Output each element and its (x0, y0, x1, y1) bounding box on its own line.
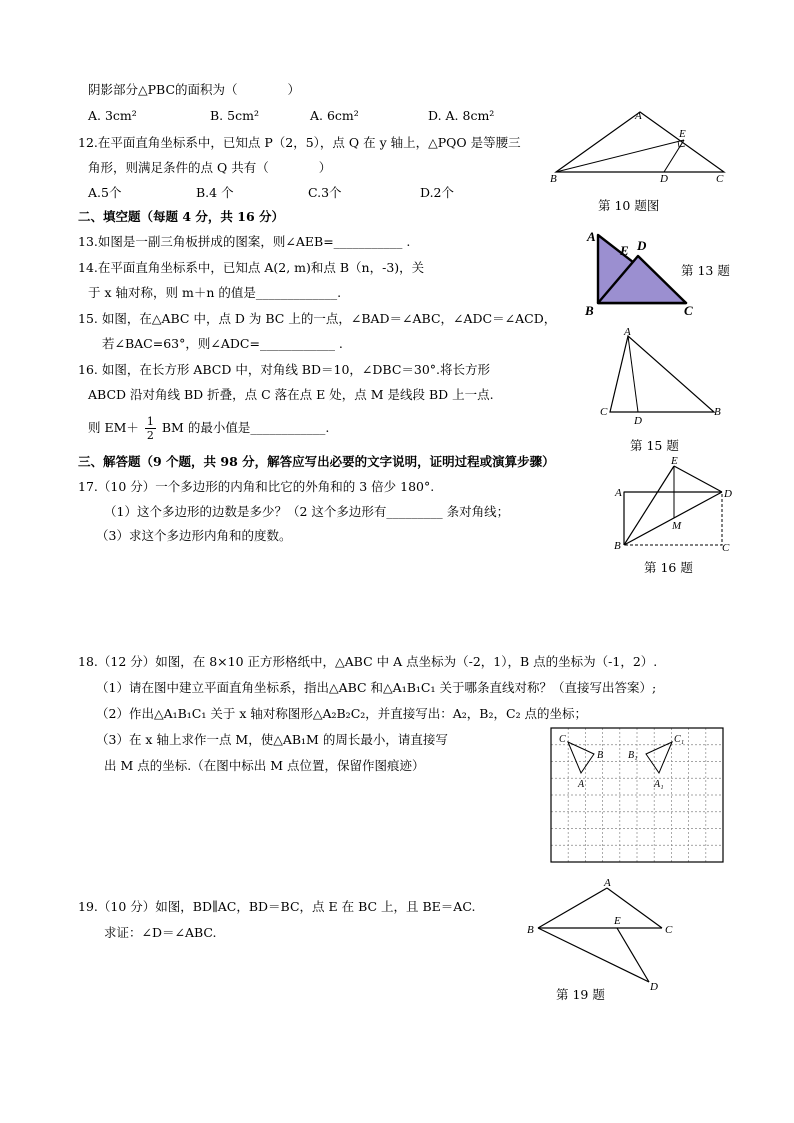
section3-title: 三、解答题（9 个题，共 98 分，解答应写出必要的文字说明，证明过程或演算步骤） (78, 454, 555, 469)
q19-line1: 19.（10 分）如图，BD∥AC，BD＝BC，点 E 在 BC 上，且 BE＝AC. (78, 899, 476, 914)
fig13-label-d: D (637, 238, 647, 253)
fig16-label-m: M (672, 520, 682, 532)
q12-option-a: A.5个 (88, 185, 122, 200)
q12-line1: 12.在平面直角坐标系中，已知点 P（2，5），点 Q 在 y 轴上，△PQO 是等腰三 (78, 135, 521, 150)
figure-q10 (548, 108, 730, 184)
q14-line2: 于 x 轴对称，则 m＋n 的值是_____________. (88, 285, 342, 300)
q15-line1: 15. 如图，在△ABC 中，点 D 为 BC 上的一点，∠BAD＝∠ABC，∠ADC＝∠ACD， (78, 311, 557, 326)
fig10-label-a: A (635, 110, 642, 122)
fig18-label-b: B (597, 750, 604, 761)
fig10-label-e: E (679, 128, 686, 140)
fig19-label-d: D (650, 981, 658, 993)
fig13-label-b: B (585, 303, 594, 318)
q17-line3: （3）求这个多边形内角和的度数。 (96, 528, 292, 543)
fig16-label-a: A (615, 487, 622, 499)
fig16-label-e: E (671, 455, 678, 467)
fig10-label-b: B (550, 173, 557, 184)
fig18-label-a1: A₁ (654, 779, 664, 790)
section2-title: 二、填空题（每题 4 分，共 16 分） (78, 209, 285, 224)
fig16-label-c: C (722, 542, 730, 554)
q11-option-a: A. 3cm² (88, 108, 137, 123)
q13-text: 13.如图是一副三角板拼成的图案，则∠AEB=___________ . (78, 234, 411, 249)
fig16-label-b: B (614, 540, 621, 552)
q12-line2: 角形，则满足条件的点 Q 共有（ ） (88, 160, 332, 175)
fig15-label-d: D (634, 415, 642, 426)
fig15-label-b: B (714, 406, 721, 418)
q11-option-d: D. A. 8cm² (428, 108, 495, 123)
figure-q15 (596, 326, 726, 426)
fig15-label-a: A (624, 326, 631, 338)
figure-q18-grid (548, 725, 728, 867)
q16-line3-pre: 则 EM＋ (88, 420, 139, 435)
fig18-label-c1: C₁ (674, 734, 685, 745)
fig16-label-d: D (724, 488, 732, 500)
fig19-label-e: E (614, 915, 621, 927)
q12-option-d: D.2个 (420, 185, 455, 200)
caption-fig10: 第 10 题图 (598, 198, 660, 213)
q16-line3-post: BM 的最小值是____________. (161, 420, 330, 435)
q11-option-c: A. 6cm² (310, 108, 359, 123)
q17-line1: 17.（10 分）一个多边形的内角和比它的外角和的 3 倍少 180°. (78, 479, 435, 494)
q16-fraction (145, 415, 156, 442)
q18-line1: 18.（12 分）如图，在 8×10 正方形格纸中，△ABC 中 A 点坐标为（-2，1），B 点的坐标为（-1，2）. (78, 654, 658, 669)
q14-line1: 14.在平面直角坐标系中，已知点 A(2, m)和点 B（n，-3)，关 (78, 260, 425, 275)
q18-line5: 出 M 点的坐标.（在图中标出 M 点位置，保留作图痕迹） (104, 758, 425, 773)
fig19-label-b: B (527, 924, 534, 936)
q11-stem: 阴影部分△PBC的面积为（ ） (88, 82, 301, 97)
q18-line4: （3）在 x 轴上求作一点 M，使△AB₁M 的周长最小，请直接写 (96, 732, 448, 747)
q16-line2: ABCD 沿对角线 BD 折叠，点 C 落在点 E 处，点 M 是线段 BD 上一点. (88, 387, 494, 402)
q12-option-c: C.3个 (308, 185, 342, 200)
fig13-label-a: A (587, 229, 596, 244)
figure-q19 (522, 876, 682, 996)
caption-fig15: 第 15 题 (630, 438, 679, 453)
fig13-label-e: E (620, 243, 629, 258)
fig10-label-c: C (716, 173, 724, 184)
q16-fraction-den: 2 (146, 429, 154, 442)
caption-fig19: 第 19 题 (556, 987, 605, 1002)
caption-fig13: 第 13 题 (681, 263, 730, 278)
fig19-label-c: C (665, 924, 673, 936)
q12-option-b: B.4 个 (196, 185, 234, 200)
fig18-label-b1: B₁ (628, 750, 638, 761)
fig10-label-d: D (660, 173, 668, 184)
fig15-label-c: C (600, 406, 608, 418)
fig13-label-c: C (684, 303, 693, 318)
q16-line3 (88, 415, 329, 442)
q15-line2: 若∠BAC=63°，则∠ADC=____________ . (102, 336, 343, 351)
figure-q16 (612, 454, 744, 558)
fig18-label-c: C (559, 734, 566, 745)
q18-line2: （1）请在图中建立平面直角坐标系，指出△ABC 和△A₁B₁C₁ 关于哪条直线对称？（直接写出答案）; (96, 680, 657, 695)
fig18-label-a: A (578, 779, 585, 790)
q19-line2: 求证：∠D＝∠ABC. (104, 925, 217, 940)
caption-fig16: 第 16 题 (644, 560, 693, 575)
fig19-label-a: A (604, 877, 611, 889)
q17-line2: （1）这个多边形的边数是多少？（2 这个多边形有_________ 条对角线； (104, 504, 510, 519)
q16-fraction-num: 1 (146, 415, 154, 428)
q16-line1: 16. 如图，在长方形 ABCD 中，对角线 BD＝10，∠DBC＝30°.将长方形 (78, 362, 491, 377)
q18-line3: （2）作出△A₁B₁C₁ 关于 x 轴对称图形△A₂B₂C₂，并直接写出：A₂，B₂，C₂ 点的坐标； (96, 706, 588, 721)
q11-option-b: B. 5cm² (210, 108, 259, 123)
